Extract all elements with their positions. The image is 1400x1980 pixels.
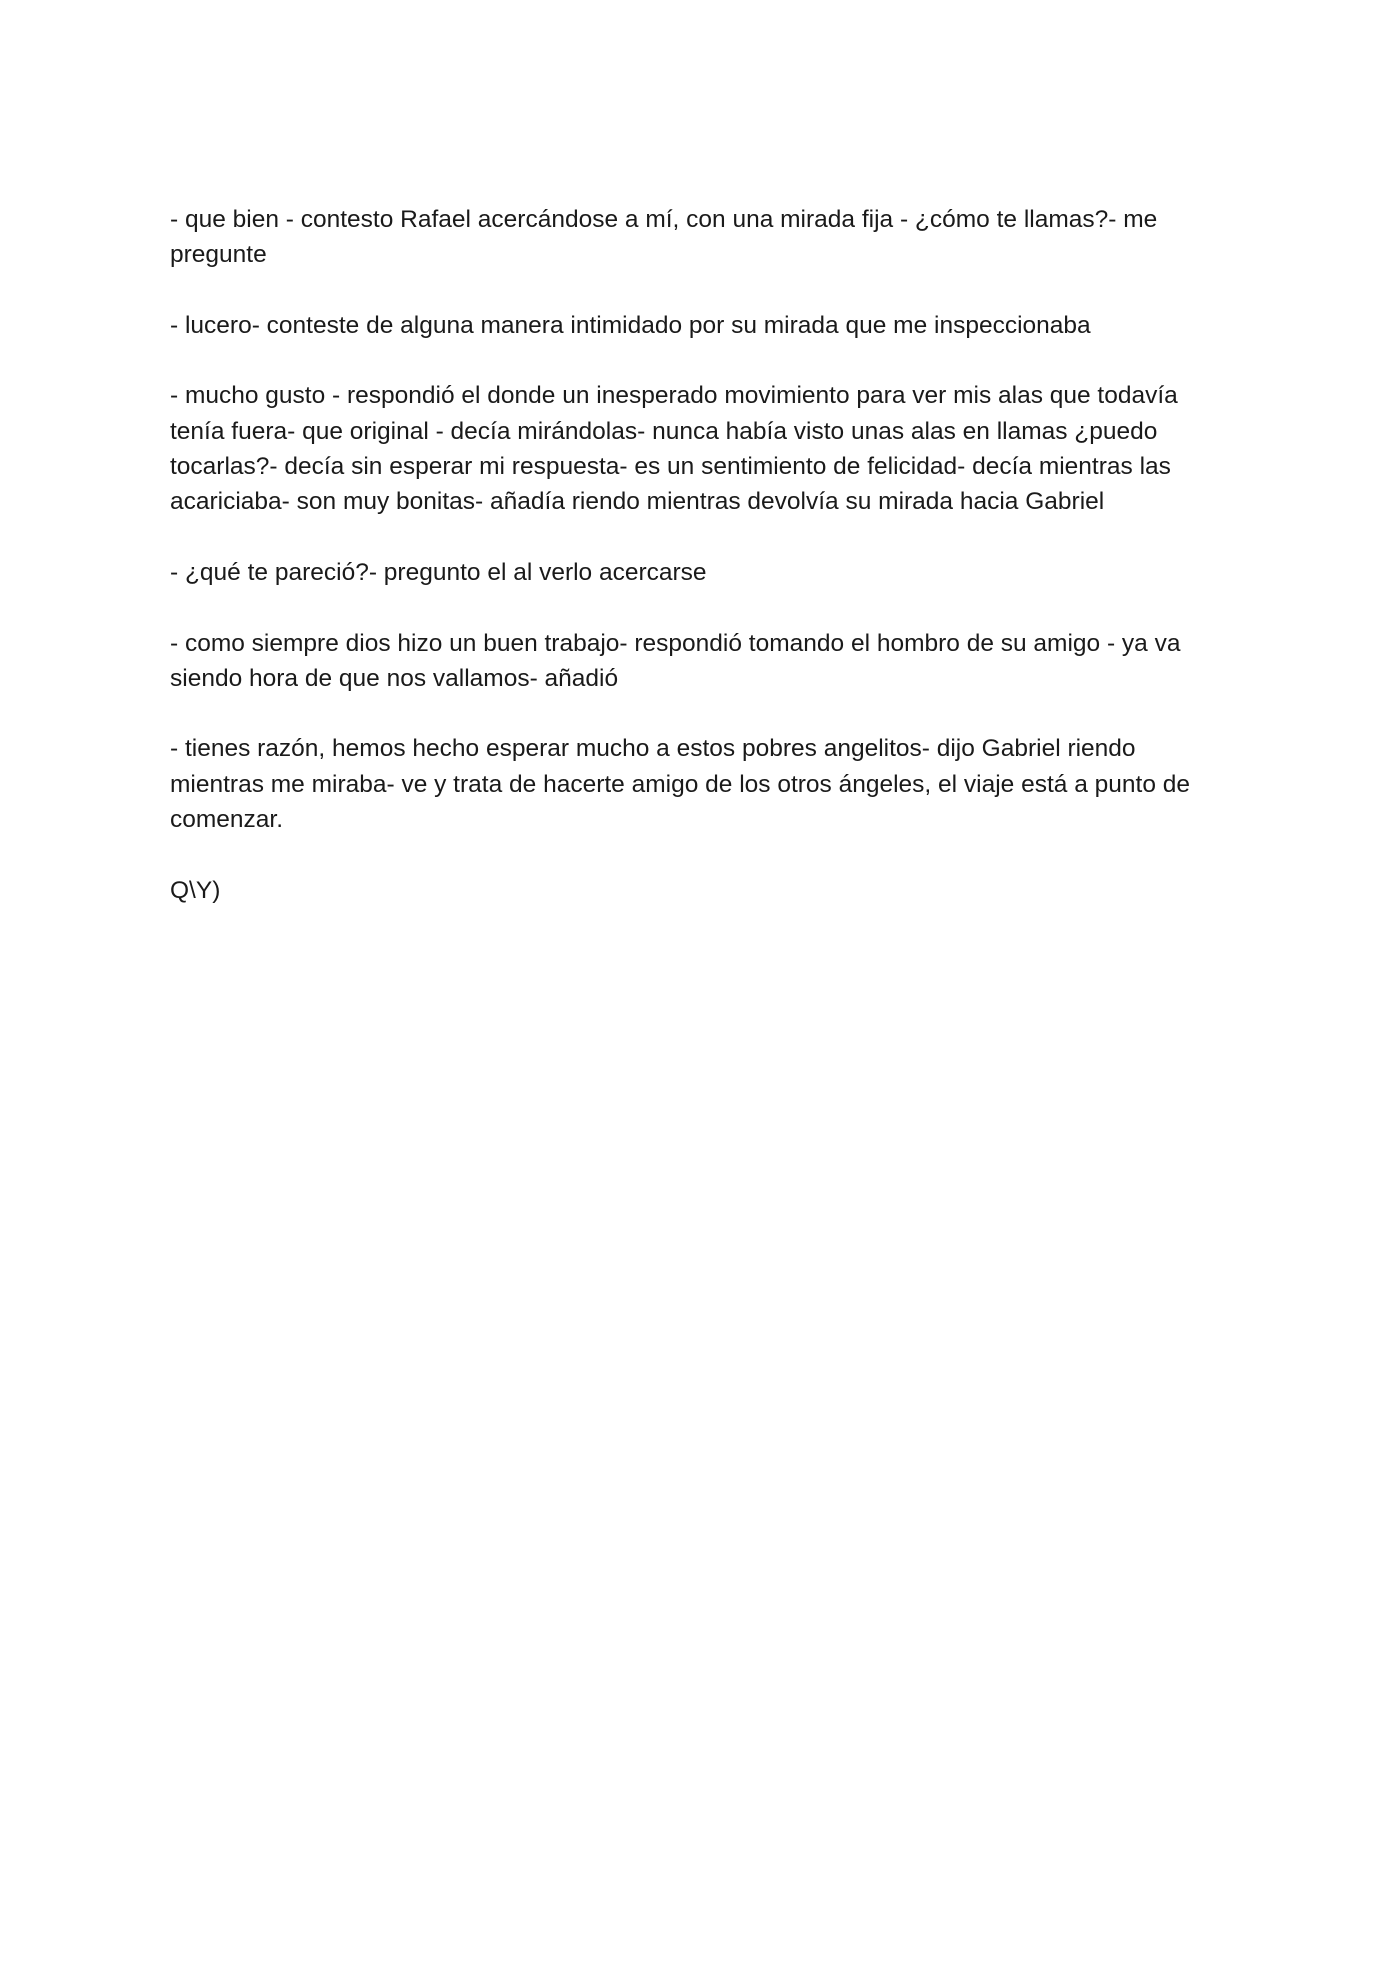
paragraph-god-work: - como siempre dios hizo un buen trabajo- respondió tomando el hombro de su amigo - ya va siendo hora de que nos vallamos- añadió [170, 629, 1181, 692]
document-body [170, 202, 1215, 908]
paragraph-lucero-reply: - lucero- conteste de alguna manera intimidado por su mirada que me inspeccionaba [170, 311, 1091, 339]
paragraph-ending-mark: Q\Y) [170, 876, 221, 904]
paragraph-rafael-greeting: - que bien - contesto Rafael acercándose a mí, con una mirada fija - ¿cómo te llamas?- me pregunte [170, 206, 1158, 269]
paragraph-gabriel: - tienes razón, hemos hecho esperar mucho a estos pobres angelitos- dijo Gabriel riendo mientras me miraba- ve y trata de hacerte amigo de los otros ángeles, el viaje está a punto de comenzar. [170, 735, 1191, 834]
paragraph-wings: - mucho gusto - respondió el donde un inesperado movimiento para ver mis alas que todavía tenía fuera- que original - decía mirándolas- nunca había visto unas alas en llamas ¿puedo tocarlas?- decía sin esperar mi respuesta- es un sentimiento de felicidad- decía mientras las acariciaba- son muy bonitas- añadía riendo mientras devolvía su mirada hacia Gabriel [170, 382, 1178, 516]
paragraph-question: - ¿qué te pareció?- pregunto el al verlo acercarse [170, 558, 707, 586]
